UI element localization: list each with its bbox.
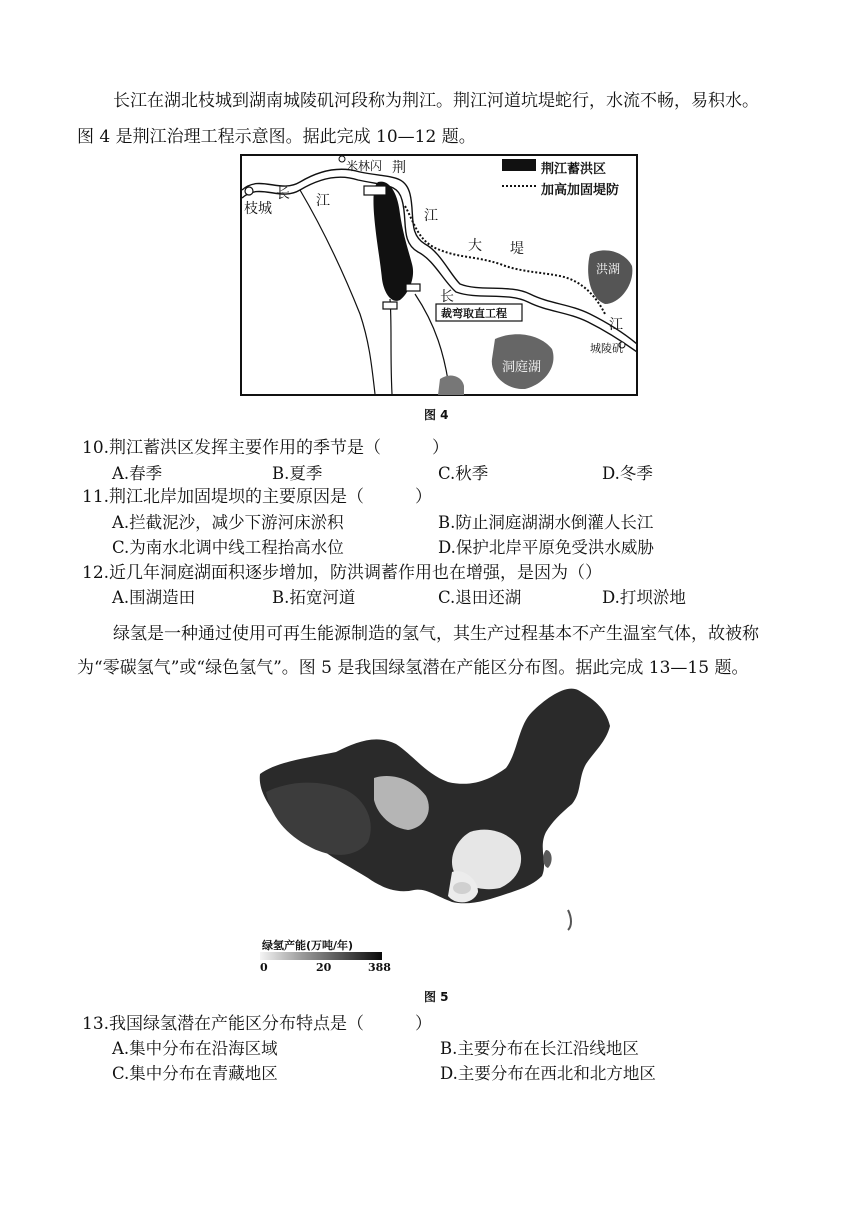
figure4-caption: 图 4 (424, 408, 449, 422)
passage1-line2: 图 4 是荆江治理工程示意图。据此完成 10—12 题。 (77, 127, 476, 147)
figure5-caption: 图 5 (424, 990, 449, 1004)
q12-stem: 12.近几年洞庭湖面积逐步增加，防洪调蓄作用也在增强，是因为（） (82, 563, 603, 583)
label-project: 裁弯取直工程 (441, 307, 507, 320)
label-laiyuan: 米林闪 (346, 159, 383, 173)
figure5-legend-tick-0: 0 (260, 961, 268, 974)
legend-levee-label: 加高加固堤防 (541, 183, 620, 198)
q12-option-b: B.拓宽河道 (272, 588, 356, 607)
q12-option-c: C.退田还湖 (438, 588, 522, 607)
passage2-line2: 为“零碳氢气”或“绿色氢气”。图 5 是我国绿氢潜在产能区分布图。据此完成 13—15 题。 (77, 658, 749, 678)
q13-option-a: A.集中分布在沿海区域 (112, 1039, 278, 1058)
figure5-legend-tick-388: 388 (368, 961, 391, 974)
legend-flood-label: 荆江蓄洪区 (541, 162, 607, 177)
q13-stem: 13.我国绿氢潜在产能区分布特点是（ ） (82, 1014, 433, 1034)
q13-option-b: B.主要分布在长江沿线地区 (440, 1039, 639, 1058)
label-di: 堤 (510, 241, 524, 257)
q11-option-a: A.拦截泥沙，减少下游河床淤积 (112, 513, 344, 532)
figure5-map (256, 682, 612, 972)
label-jiang2: 江 (424, 208, 438, 224)
legend-flood-symbol (502, 159, 536, 171)
figure5-legend-title: 绿氢产能(万吨/年) (262, 939, 354, 952)
label-honghu: 洪湖 (596, 262, 621, 276)
q10-option-c: C.秋季 (438, 464, 489, 483)
label-dongtinghu: 洞庭湖 (502, 360, 542, 375)
label-chang2: 长 (440, 289, 454, 305)
label-zhicheng: 枝城 (244, 201, 272, 217)
label-chang1: 长 (276, 186, 290, 202)
q10-option-a: A.春季 (112, 464, 163, 483)
passage2-line1: 绿氢是一种通过使用可再生能源制造的氢气，其生产过程基本不产生温室气体，故被称 (113, 624, 759, 644)
q10-option-d: D.冬季 (602, 464, 653, 483)
label-jiang1: 江 (316, 193, 330, 209)
q10-option-b: B.夏季 (272, 464, 323, 483)
q11-option-d: D.保护北岸平原免受洪水威胁 (438, 538, 654, 557)
label-jiang3: 江 (609, 317, 623, 333)
figure5-legend-tick-20: 20 (316, 961, 332, 974)
q11-option-c: C.为南水北调中线工程抬高水位 (112, 538, 344, 557)
q11-stem: 11.荆江北岸加固堤坝的主要原因是（ ） (82, 487, 433, 507)
q13-option-c: C.集中分布在青藏地区 (112, 1064, 278, 1083)
label-da: 大 (468, 238, 482, 254)
passage1-line1: 长江在湖北枝城到湖南城陵矶河段称为荆江。荆江河道坑堤蛇行，水流不畅，易积水。 (113, 91, 759, 111)
q12-option-a: A.围湖造田 (112, 588, 196, 607)
q11-option-b: B.防止洞庭湖湖水倒灌人长江 (438, 513, 654, 532)
q12-option-d: D.打坝淤地 (602, 588, 686, 607)
label-chenglingji: 城陵矶 (590, 342, 623, 355)
q13-option-d: D.主要分布在西北和北方地区 (440, 1064, 656, 1083)
q10-stem: 10.荆江蓄洪区发挥主要作用的季节是（ ） (82, 438, 450, 458)
label-jing: 荆 (392, 160, 406, 176)
legend-gradient-bar (260, 952, 382, 960)
